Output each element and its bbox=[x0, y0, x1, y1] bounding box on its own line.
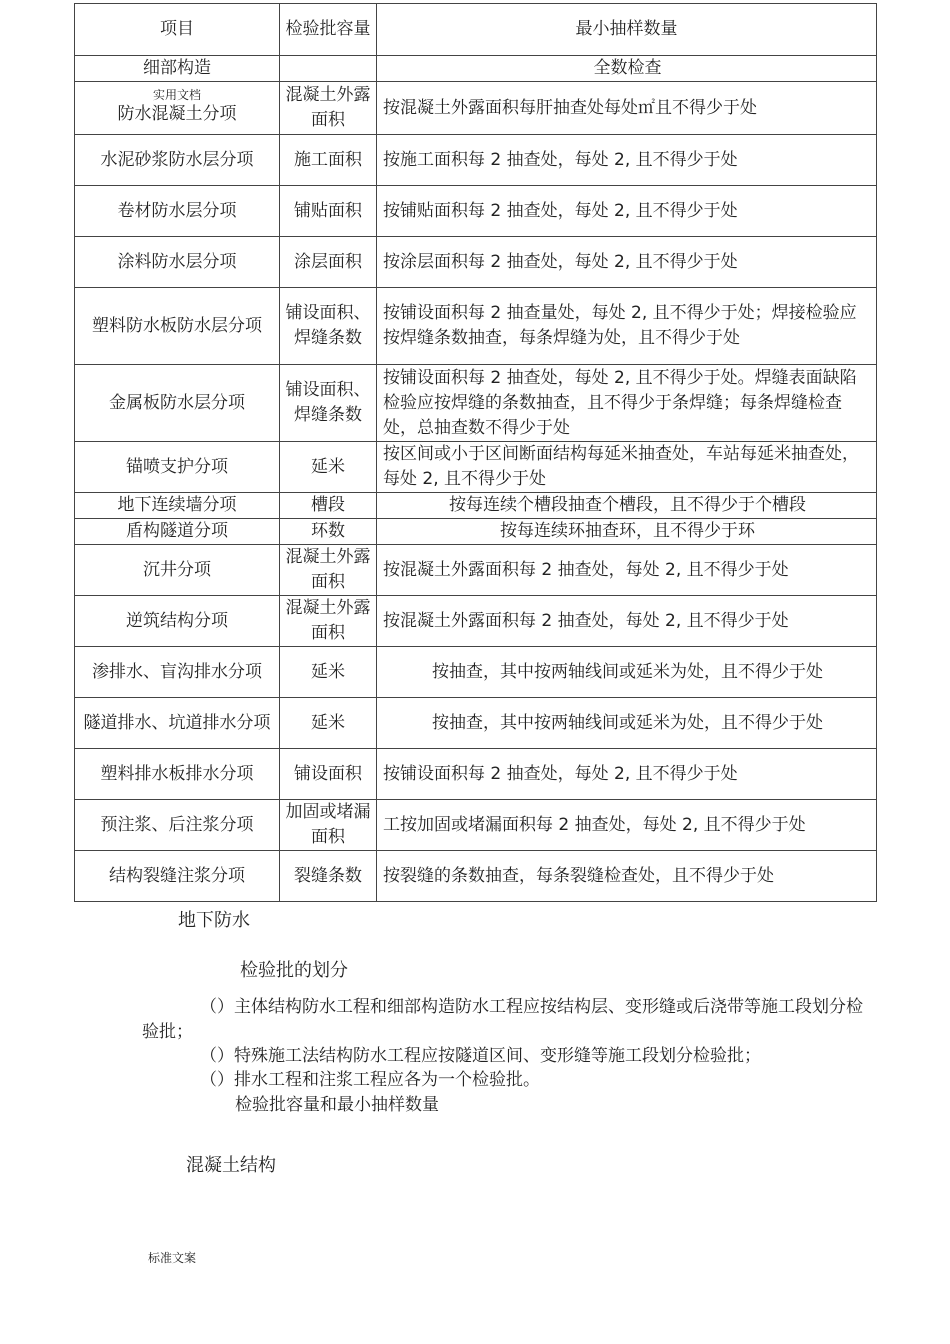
row-capacity: 加固或堵漏面积 bbox=[280, 800, 377, 851]
row-sampling: 按混凝土外露面积每肝抽查处每处㎡且不得少于处 bbox=[377, 82, 877, 135]
row-capacity: 延米 bbox=[280, 647, 377, 698]
row-item-label: 细部构造 bbox=[143, 58, 211, 78]
section-heading-concrete: 混凝土结构 bbox=[186, 1155, 276, 1176]
row-item bbox=[75, 545, 280, 596]
row-item bbox=[75, 237, 280, 288]
row-item-label: 结构裂缝注浆分项 bbox=[109, 865, 245, 886]
row-item-label: 渗排水、盲沟排水分项 bbox=[92, 661, 262, 682]
header-item: 项目 bbox=[75, 4, 280, 56]
row-capacity: 延米 bbox=[280, 442, 377, 493]
row-item bbox=[75, 135, 280, 186]
row-sampling: 按铺设面积每 2 抽查量处，每处 2, 且不得少于处；焊接检验应按焊缝条数抽查，每条焊缝为处，且不得少于处 bbox=[377, 288, 877, 365]
row-item bbox=[75, 698, 280, 749]
table-row bbox=[75, 135, 877, 186]
table-row bbox=[75, 82, 877, 135]
row-sampling: 工按加固或堵漏面积每 2 抽查处，每处 2, 且不得少于处 bbox=[377, 800, 877, 851]
table-row bbox=[75, 596, 877, 647]
row-item-label: 预注浆、后注浆分项 bbox=[100, 814, 254, 835]
table-row bbox=[75, 851, 877, 902]
row-sampling: 按混凝土外露面积每 2 抽查处，每处 2, 且不得少于处 bbox=[377, 545, 877, 596]
row-sampling: 按施工面积每 2 抽查处，每处 2, 且不得少于处 bbox=[377, 135, 877, 186]
subsection-heading-capacity: 检验批容量和最小抽样数量 bbox=[235, 1095, 439, 1115]
row-capacity: 铺设面积、焊缝条数 bbox=[280, 288, 377, 365]
table-row bbox=[75, 800, 877, 851]
inspection-table bbox=[74, 3, 877, 902]
table-row bbox=[75, 56, 877, 82]
row-item-label: 水泥砂浆防水层分项 bbox=[100, 149, 254, 170]
table-row bbox=[75, 647, 877, 698]
row-item bbox=[75, 82, 280, 135]
row-sampling: 按抽查，其中按两轴线间或延米为处，且不得少于处 bbox=[377, 647, 877, 698]
row-item bbox=[75, 365, 280, 442]
table-header-row bbox=[75, 4, 877, 56]
row-capacity: 槽段 bbox=[280, 493, 377, 519]
watermark-note: 实用文档 bbox=[152, 88, 201, 102]
rule-1: （）主体结构防水工程和细部构造防水工程应按结构层、变形缝或后浇带等施工段划分检验批； bbox=[142, 997, 863, 1042]
row-sampling: 按铺贴面积每 2 抽查处，每处 2, 且不得少于处 bbox=[377, 186, 877, 237]
row-item bbox=[75, 186, 280, 237]
row-sampling: 按涂层面积每 2 抽查处，每处 2, 且不得少于处 bbox=[377, 237, 877, 288]
row-item-label: 盾构隧道分项 bbox=[126, 521, 228, 541]
row-capacity: 施工面积 bbox=[280, 135, 377, 186]
row-sampling: 按裂缝的条数抽查，每条裂缝检查处，且不得少于处 bbox=[377, 851, 877, 902]
row-sampling: 全数检查 bbox=[377, 56, 877, 82]
table-row bbox=[75, 288, 877, 365]
row-item-label: 金属板防水层分项 bbox=[109, 392, 245, 413]
table-row bbox=[75, 519, 877, 545]
table-row bbox=[75, 365, 877, 442]
row-capacity: 环数 bbox=[280, 519, 377, 545]
row-sampling: 按铺设面积每 2 抽查处，每处 2, 且不得少于处 bbox=[377, 749, 877, 800]
table-row bbox=[75, 749, 877, 800]
row-capacity: 涂层面积 bbox=[280, 237, 377, 288]
row-capacity: 延米 bbox=[280, 698, 377, 749]
table-row bbox=[75, 698, 877, 749]
rule-3: （）排水工程和注浆工程应各为一个检验批。 bbox=[200, 1070, 540, 1090]
row-sampling: 按区间或小于区间断面结构每延米抽查处，车站每延米抽查处，每处 2, 且不得少于处 bbox=[377, 442, 877, 493]
row-sampling: 按每连续环抽查环，且不得少于环 bbox=[377, 519, 877, 545]
header-capacity: 检验批容量 bbox=[280, 4, 377, 56]
row-capacity bbox=[280, 56, 377, 82]
row-sampling: 按铺设面积每 2 抽查处，每处 2, 且不得少于处。焊缝表面缺陷检验应按焊缝的条数抽查，且不得少于条焊缝；每条焊缝检查处，总抽查数不得少于处 bbox=[377, 365, 877, 442]
row-capacity: 混凝土外露面积 bbox=[280, 596, 377, 647]
row-item bbox=[75, 493, 280, 519]
row-item bbox=[75, 442, 280, 493]
row-item bbox=[75, 288, 280, 365]
row-item bbox=[75, 851, 280, 902]
row-capacity: 混凝土外露面积 bbox=[280, 545, 377, 596]
row-item bbox=[75, 56, 280, 82]
rule-2: （）特殊施工法结构防水工程应按隧道区间、变形缝等施工段划分检验批； bbox=[200, 1046, 761, 1066]
row-item-label: 隧道排水、坑道排水分项 bbox=[83, 712, 271, 733]
row-item bbox=[75, 647, 280, 698]
row-item-label: 防水混凝土分项 bbox=[117, 104, 237, 124]
section-heading-underground: 地下防水 bbox=[178, 910, 250, 931]
row-item bbox=[75, 519, 280, 545]
row-capacity: 裂缝条数 bbox=[280, 851, 377, 902]
row-sampling: 按抽查，其中按两轴线间或延米为处，且不得少于处 bbox=[377, 698, 877, 749]
row-item-label: 卷材防水层分项 bbox=[117, 200, 237, 221]
row-item-label: 沉井分项 bbox=[143, 559, 211, 580]
row-capacity: 铺设面积 bbox=[280, 749, 377, 800]
subsection-heading-division: 检验批的划分 bbox=[240, 960, 348, 981]
row-item-label: 涂料防水层分项 bbox=[117, 251, 237, 272]
table-row bbox=[75, 493, 877, 519]
row-item-label: 塑料防水板防水层分项 bbox=[92, 315, 262, 336]
header-sampling: 最小抽样数量 bbox=[377, 4, 877, 56]
row-capacity: 混凝土外露面积 bbox=[280, 82, 377, 135]
table-row bbox=[75, 186, 877, 237]
footer-note: 标准文案 bbox=[148, 1251, 197, 1265]
table-row bbox=[75, 545, 877, 596]
row-capacity: 铺设面积、焊缝条数 bbox=[280, 365, 377, 442]
row-item bbox=[75, 800, 280, 851]
row-item-label: 锚喷支护分项 bbox=[126, 456, 228, 477]
row-item-label: 塑料排水板排水分项 bbox=[100, 763, 254, 784]
table-row bbox=[75, 237, 877, 288]
row-sampling: 按混凝土外露面积每 2 抽查处，每处 2, 且不得少于处 bbox=[377, 596, 877, 647]
row-item bbox=[75, 596, 280, 647]
row-sampling: 按每连续个槽段抽查个槽段，且不得少于个槽段 bbox=[377, 493, 877, 519]
table-row bbox=[75, 442, 877, 493]
row-item-label: 地下连续墙分项 bbox=[117, 495, 237, 515]
row-item-label: 逆筑结构分项 bbox=[126, 610, 228, 631]
row-capacity: 铺贴面积 bbox=[280, 186, 377, 237]
row-item bbox=[75, 749, 280, 800]
